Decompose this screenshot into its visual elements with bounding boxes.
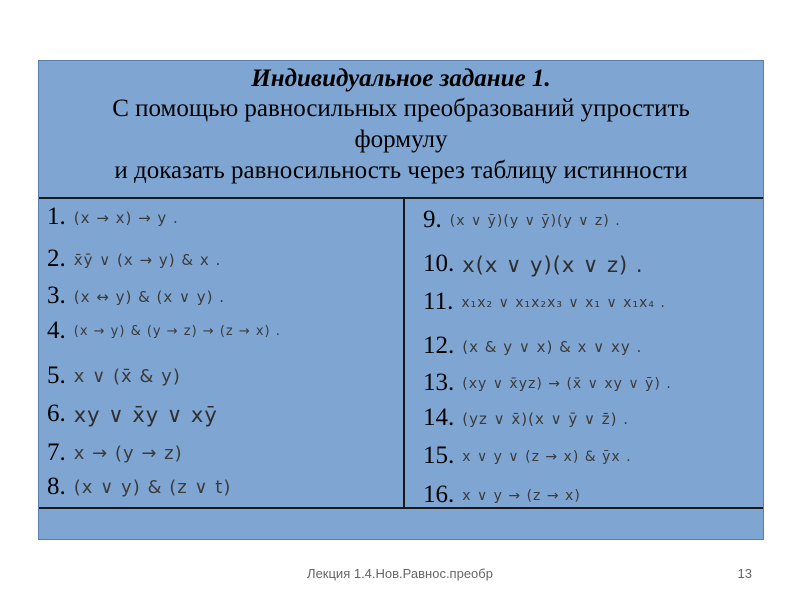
table-top-border bbox=[39, 197, 763, 199]
formula: x₁x₂ ∨ x₁x₂x₃ ∨ x₁ ∨ x₁x₄ . bbox=[461, 295, 666, 312]
list-item: 16. x ∨ y → (z → x) bbox=[423, 481, 581, 508]
task-title: Индивидуальное задание 1. bbox=[251, 65, 551, 92]
formula: (x → x) → y . bbox=[73, 209, 179, 228]
page-number: 13 bbox=[737, 566, 752, 581]
formula: (x ∨ ȳ)(y ∨ ȳ)(y ∨ z) . bbox=[449, 213, 621, 230]
list-item: 3. (x ↔ y) & (x ∨ y) . bbox=[47, 282, 226, 309]
list-item: 5. x ∨ (x̄ & y) bbox=[47, 362, 181, 389]
task-line-1: С помощью равносильных преобразований упростить bbox=[112, 95, 690, 122]
table-bottom-border bbox=[39, 507, 763, 509]
formula: x ∨ y ∨ (z → x) & ȳx . bbox=[462, 449, 632, 466]
formula: x(x ∨ y)(x ∨ z) . bbox=[462, 253, 644, 278]
column-divider bbox=[403, 198, 405, 507]
task-box bbox=[38, 60, 764, 540]
formula: (x ↔ y) & (x ∨ y) . bbox=[73, 288, 226, 307]
list-item: 15. x ∨ y ∨ (z → x) & ȳx . bbox=[423, 442, 632, 469]
formula: (x → y) & (y → z) → (z → x) . bbox=[73, 324, 281, 340]
formula: (x ∨ y) & (z ∨ t) bbox=[73, 477, 232, 499]
list-item: 14. (yz ∨ x̄)(x ∨ ȳ ∨ z̄) . bbox=[423, 404, 629, 431]
task-header bbox=[39, 61, 763, 198]
footer-caption: Лекция 1.4.Нов.Равнос.преобр bbox=[307, 566, 493, 581]
formula: x ∨ y → (z → x) bbox=[462, 488, 581, 505]
list-item: 11. x₁x₂ ∨ x₁x₂x₃ ∨ x₁ ∨ x₁x₄ . bbox=[423, 288, 666, 315]
list-item: 8. (x ∨ y) & (z ∨ t) bbox=[47, 473, 232, 500]
list-item: 2. x̄ȳ ∨ (x → y) & x . bbox=[47, 245, 222, 272]
list-item: 10. x(x ∨ y)(x ∨ z) . bbox=[423, 250, 644, 278]
list-item: 13. (xy ∨ x̄yz) → (x̄ ∨ xy ∨ ȳ) . bbox=[423, 369, 672, 396]
formula: (x & y ∨ x) & x ∨ xy . bbox=[462, 338, 643, 357]
list-item: 12. (x & y ∨ x) & x ∨ xy . bbox=[423, 332, 643, 359]
formula: (xy ∨ x̄yz) → (x̄ ∨ xy ∨ ȳ) . bbox=[462, 376, 672, 393]
formula: (yz ∨ x̄)(x ∨ ȳ ∨ z̄) . bbox=[462, 410, 629, 429]
list-item: 9. (x ∨ ȳ)(y ∨ ȳ)(y ∨ z) . bbox=[423, 206, 621, 233]
formula: xy ∨ x̄y ∨ xȳ bbox=[73, 403, 218, 428]
formula: x → (y → z) bbox=[73, 443, 183, 465]
task-line-2: формулу bbox=[354, 126, 448, 153]
list-item: 4. (x → y) & (y → z) → (z → x) . bbox=[47, 317, 281, 344]
list-item: 7. x → (y → z) bbox=[47, 439, 183, 466]
list-item: 1. (x → x) → y . bbox=[47, 203, 179, 230]
formula: x ∨ (x̄ & y) bbox=[73, 366, 181, 388]
formula: x̄ȳ ∨ (x → y) & x . bbox=[73, 251, 222, 270]
task-line-3: и доказать равносильность через таблицу истинности bbox=[114, 157, 688, 184]
list-item: 6. xy ∨ x̄y ∨ xȳ bbox=[47, 400, 218, 428]
